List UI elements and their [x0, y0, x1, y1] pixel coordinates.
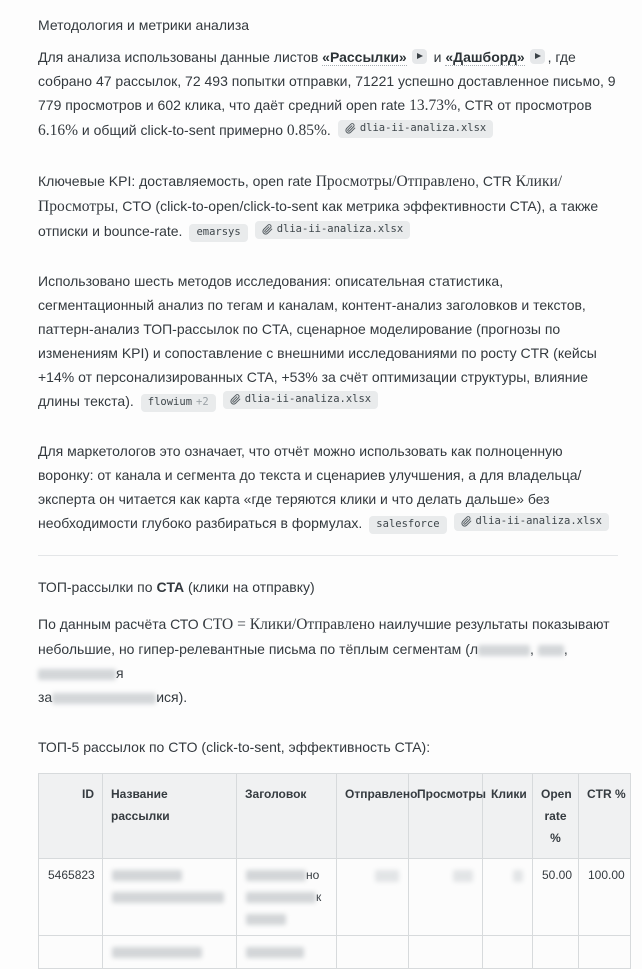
- cell-sent-redacted: [337, 936, 409, 969]
- subject-fragment: к: [316, 890, 322, 904]
- text-run: .: [326, 122, 331, 138]
- text-run: ися).: [156, 689, 188, 705]
- connector-chip-salesforce[interactable]: [369, 516, 446, 534]
- column-header-name: Название рассылки: [103, 774, 237, 859]
- connector-chip-flowium[interactable]: [141, 394, 216, 412]
- redacted-text: [513, 870, 523, 882]
- attachment-file-name: dlia-ii-analiza.xlsx: [244, 393, 372, 405]
- cell-id: [39, 936, 103, 969]
- text-run: , CTR: [475, 173, 516, 189]
- redacted-text: [246, 892, 316, 903]
- column-header-clicks: Клики: [483, 774, 533, 859]
- section-title-top-mailings: [38, 575, 618, 599]
- attachment-file-name: dlia-ii-analiza.xlsx: [475, 515, 602, 527]
- sheet-link-rassylki[interactable]: «Рассылки»: [322, 49, 407, 65]
- text-run: Для анализа использованы данные листов: [38, 49, 323, 65]
- column-header-sent: Отправлено: [337, 774, 409, 859]
- redacted-text: [112, 892, 224, 903]
- attachment-file-name: dlia-ii-analiza.xlsx: [359, 122, 487, 134]
- cell-views-redacted: [409, 936, 483, 969]
- attachment-chip[interactable]: [338, 120, 493, 138]
- subject-fragment: но: [306, 868, 320, 882]
- math-open-rate: 13.73%: [409, 97, 457, 114]
- redacted-text: [478, 645, 530, 656]
- redacted-text: [246, 914, 286, 925]
- connector-name: emarsys: [196, 226, 241, 238]
- text-run: Для маркетологов это означает, что отчёт можно использовать как полноценную воронку: от канала и сегмента до текста и сценариев улучшения, а для владельца/эксперта он читается как карта «где теряются клики и что делать дальше» без необходимости глубоко разбираться в формулах.: [38, 443, 582, 531]
- attachment-icon: [461, 516, 472, 527]
- text-run: я: [116, 665, 124, 681]
- sheet-link-dashbord[interactable]: «Дашборд»: [445, 49, 525, 65]
- math-formula-open-rate: Просмотры/Отправлено: [315, 173, 476, 190]
- table-row: [39, 936, 631, 969]
- cell-clicks-redacted: [483, 936, 533, 969]
- expand-sheet-button[interactable]: [412, 49, 427, 64]
- math-formula-ctr: Клики/Просмотры: [38, 173, 563, 215]
- connector-more-count: +2: [196, 396, 209, 408]
- text-run: и общий click-to-sent примерно: [78, 122, 287, 138]
- math-ctr: 6.16%: [38, 122, 79, 139]
- text-run: ТОП-5 рассылок по CTO (click-to-sent, эффективность CTA):: [38, 739, 431, 755]
- text-run: Использовано шесть методов исследования: описательная статистика, сегментационный анализ по тегам и каналам, контент-анализ заголовков и текстов, паттерн-анализ ТОП-рассылок по CTA, сценарное моделирование (прогнозы по изменениям KPI) и сопоставление с внешними исследованиями по росту CTR (кейсы +14% от персонализированных CTA, +53% за счёт оптимизации структуры, влияние длины текста).: [38, 273, 597, 409]
- redacted-text: [246, 870, 306, 881]
- redacted-text: [112, 947, 202, 958]
- top5-mailings-table: [38, 773, 631, 969]
- redacted-text: [538, 645, 564, 656]
- cell-name-redacted: [103, 859, 237, 936]
- paragraph-cto-results: [38, 612, 618, 709]
- text-run: и: [429, 49, 446, 65]
- column-header-ctr: CTR %: [579, 774, 631, 859]
- text-run: , CTO (click-to-open/click-to-sent как метрика эффективности CTA), а также отписки и bounce-rate.: [38, 198, 599, 239]
- attachment-chip[interactable]: [454, 513, 609, 531]
- section-title: Методология и метрики анализа: [38, 17, 250, 33]
- column-header-views: Просмотры: [409, 774, 483, 859]
- attachment-chip[interactable]: [223, 391, 378, 409]
- redacted-text: [246, 947, 304, 958]
- text-run: наилучшие результаты показывают небольшие, но гипер-релевантные письма по тёплым сегментам (л: [38, 616, 610, 657]
- paragraph-key-kpi: [38, 169, 618, 243]
- connector-chip-emarsys[interactable]: [189, 224, 247, 242]
- paragraph-for-marketers: [38, 439, 618, 535]
- redacted-text: [375, 870, 399, 882]
- cell-open-rate: [533, 936, 579, 969]
- section-divider: [38, 555, 618, 556]
- play-icon: [417, 53, 423, 59]
- cell-name-redacted: [103, 936, 237, 969]
- redacted-text: [52, 693, 156, 704]
- connector-name: salesforce: [376, 518, 440, 530]
- math-formula-cto: CTO = Клики/Отправлено: [202, 616, 375, 633]
- attachment-icon: [230, 394, 241, 405]
- play-icon: [535, 53, 541, 59]
- table-row: [39, 859, 631, 936]
- cell-id: 5465823: [39, 859, 103, 936]
- redacted-text: [112, 870, 182, 881]
- expand-sheet-button[interactable]: [530, 49, 545, 64]
- math-click-to-sent: 0.85%: [286, 122, 327, 139]
- attachment-icon: [345, 123, 356, 134]
- column-header-open-rate: Open rate %: [533, 774, 579, 859]
- text-run: ,: [530, 641, 538, 657]
- text-run: (клики на отправку): [184, 579, 315, 595]
- attachment-chip[interactable]: [255, 221, 410, 239]
- table-header-row: [39, 774, 631, 859]
- cell-subject-redacted: [237, 936, 337, 969]
- column-header-subject: Заголовок: [237, 774, 337, 859]
- redacted-text: [38, 669, 116, 680]
- paragraph-analysis-summary: [38, 45, 618, 143]
- text-run: , где собрано 47 рассылок, 72 493 попытки отправки, 71221 успешно доставленное письмо, 9 779 просмотров и 602 клика, что даёт средний open rate: [38, 49, 616, 113]
- attachment-icon: [262, 224, 273, 235]
- text-run: По данным расчёта СТО: [38, 616, 203, 632]
- cell-open-rate: 50.00: [533, 859, 579, 936]
- cell-ctr: [579, 936, 631, 969]
- text-run: , CTR от просмотров: [456, 97, 592, 113]
- cell-clicks-redacted: [483, 859, 533, 936]
- attachment-file-name: dlia-ii-analiza.xlsx: [276, 223, 404, 235]
- paragraph-methods: [38, 269, 618, 413]
- cell-sent-redacted: [337, 859, 409, 936]
- text-run: Ключевые KPI: доставляемость, open rate: [38, 173, 316, 189]
- text-run: ТОП-рассылки по: [38, 579, 157, 595]
- redacted-text: [453, 870, 473, 882]
- cell-views-redacted: [409, 859, 483, 936]
- column-header-id: ID: [39, 774, 103, 859]
- text-run: ,: [563, 641, 568, 657]
- cell-ctr: 100.00: [579, 859, 631, 936]
- paragraph-top5-intro: [38, 735, 618, 759]
- connector-name: flowium: [147, 396, 193, 408]
- text-run: за: [38, 689, 53, 705]
- text-run-bold: CTA: [156, 579, 185, 595]
- cell-subject-partially-redacted: [237, 859, 337, 936]
